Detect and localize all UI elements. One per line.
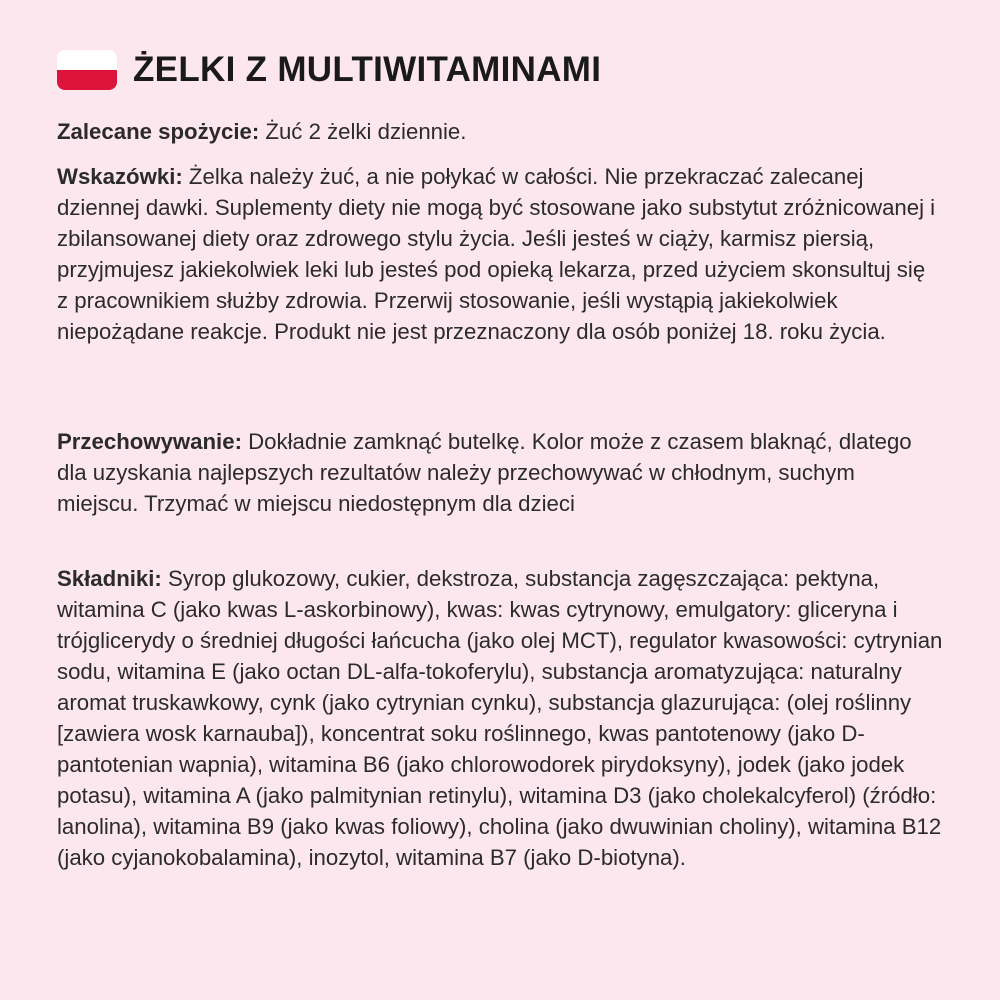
section-directions: [57, 161, 937, 347]
section-text: Żelka należy żuć, a nie połykać w całości. Nie przekraczać zalecanej dziennej dawki. Suplementy diety nie mogą być stosowane jako substytut zróżnicowanej i zbilansowanej diety oraz zdrowego stylu życia. Jeśli jesteś w ciąży, karmisz piersią, przyjmujesz jakiekolwiek leki lub jesteś pod opieką lekarza, przed użyciem skonsultuj się z pracownikiem służby zdrowia. Przerwij stosowanie, jeśli wystąpią jakiekolwiek niepożądane reakcje. Produkt nie jest przeznaczony dla osób poniżej 18. roku życia.: [57, 164, 936, 344]
section-text: Syrop glukozowy, cukier, dekstroza, substancja zagęszczająca: pektyna, witamina C (jako kwas L-askorbinowy), kwas: kwas cytrynowy, emulgatory: gliceryna i trójglicerydy o średniej długości łańcucha (jako olej MCT), regulator kwasowości: cytrynian sodu, witamina E (jako octan DL-alfa-tokoferylu), substancja aromatyzująca: naturalny aromat truskawkowy, cynk (jako cytrynian cynku), substancja glazurująca: (olej roślinny [zawiera wosk karnauba]), koncentrat soku roślinnego, kwas pantotenowy (jako D-pantotenian wapnia), witamina B6 (jako chlorowodorek pirydoksyny), jodek (jako jodek potasu), witamina A (jako palmitynian retinylu), witamina D3 (jako cholekalcyferol) (źródło: lanolina), witamina B9 (jako kwas foliowy), cholina (jako dwuwinian choliny), witamina B12 (jako cyjanokobalamina), inozytol, witamina B7 (jako D-biotyna).: [57, 566, 943, 870]
section-label: Zalecane spożycie:: [57, 119, 260, 144]
flag-red-stripe: [57, 70, 117, 90]
section-text: Dokładnie zamknąć butelkę. Kolor może z czasem blaknąć, dlatego dla uzyskania najlepszych rezultatów należy przechowywać w chłodnym, suchym miejscu. Trzymać w miejscu niedostępnym dla dzieci: [57, 429, 912, 516]
header: [57, 42, 957, 98]
section-storage: [57, 426, 917, 519]
flag-white-stripe: [57, 50, 117, 70]
section-text: Żuć 2 żelki dziennie.: [259, 119, 467, 144]
section-label: Wskazówki:: [57, 164, 183, 189]
section-label: Składniki:: [57, 566, 162, 591]
poland-flag-icon: [57, 50, 117, 90]
section-recommended-intake: [57, 116, 957, 147]
section-ingredients: [57, 563, 957, 873]
page-title: ŻELKI Z MULTIWITAMINAMI: [133, 50, 602, 89]
label-page: [57, 42, 957, 870]
section-label: Przechowywanie:: [57, 429, 242, 454]
